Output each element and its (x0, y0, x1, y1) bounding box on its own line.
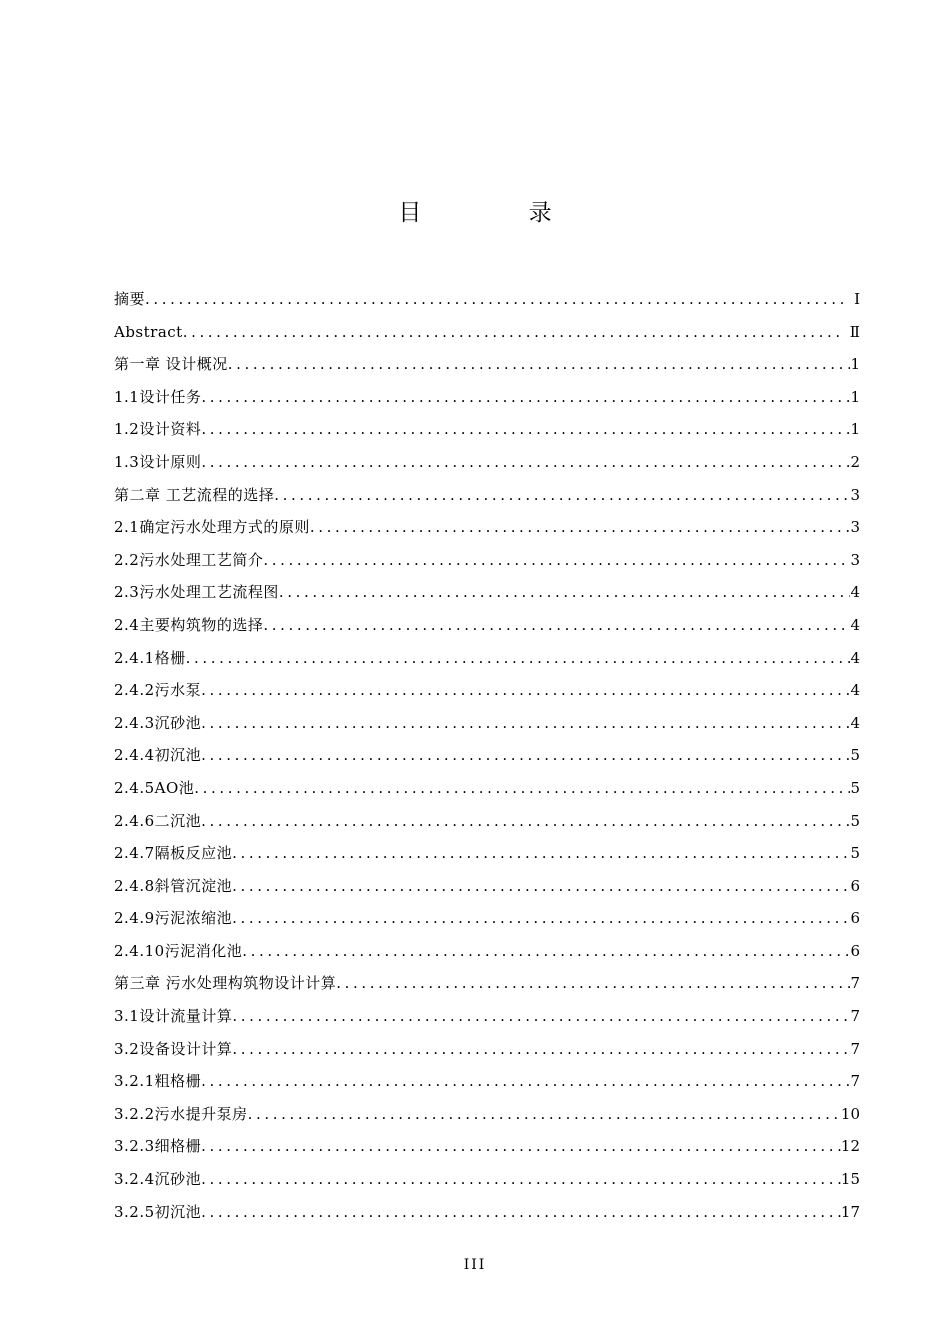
toc-leader-dots (183, 316, 844, 349)
toc-leader-dots (232, 870, 850, 903)
toc-entry[interactable] (114, 1065, 860, 1098)
toc-leader-dots (263, 544, 850, 577)
toc-entry[interactable] (114, 479, 860, 512)
toc-entry-page: 6 (850, 876, 860, 895)
toc-entry-page: 5 (850, 811, 860, 830)
toc-entry-page: 3 (850, 485, 860, 504)
toc-entry-page: 6 (850, 909, 860, 928)
toc-entry-page: 4 (850, 648, 860, 667)
toc-entry-page: 15 (840, 1170, 860, 1189)
toc-entry-page: 17 (840, 1202, 860, 1221)
toc-entry-page: 2 (850, 452, 860, 471)
toc-entry-label: 1.3设计原则 (114, 452, 202, 471)
toc-entry[interactable] (114, 707, 860, 740)
toc-entry-label: 3.2.5初沉池 (114, 1202, 202, 1221)
toc-entry-page: 5 (850, 844, 860, 863)
toc-entry[interactable] (114, 446, 860, 479)
toc-entry[interactable] (114, 348, 860, 381)
toc-leader-dots (279, 576, 850, 609)
toc-leader-dots (336, 967, 850, 1000)
toc-entry-label: 2.3污水处理工艺流程图 (114, 583, 279, 602)
toc-entry-label: 2.4.9污泥浓缩池 (114, 909, 233, 928)
toc-leader-dots (310, 511, 850, 544)
toc-entry-page: 5 (850, 746, 860, 765)
toc-entry[interactable] (114, 413, 860, 446)
toc-entry-label: 2.4.7隔板反应池 (114, 844, 233, 863)
toc-leader-dots (248, 1098, 841, 1131)
toc-entry-page: Ⅰ (854, 290, 860, 308)
toc-entry[interactable] (114, 674, 860, 707)
toc-entry-page: 6 (850, 941, 860, 960)
toc-leader-dots (194, 772, 850, 805)
toc-entry-label: 3.1设计流量计算 (114, 1007, 233, 1026)
toc-entry[interactable] (114, 381, 860, 414)
toc-entry-label: 2.4.5AO池 (114, 778, 195, 797)
toc-entry-page: 1 (850, 420, 860, 439)
toc-entry-label: 第一章 设计概况 (114, 355, 228, 374)
toc-entry[interactable] (114, 1033, 860, 1066)
toc-entry-label: 第三章 污水处理构筑物设计计算 (114, 974, 337, 993)
toc-entry[interactable] (114, 1130, 860, 1163)
toc-entry[interactable] (114, 1000, 860, 1033)
toc-entry[interactable] (114, 870, 860, 903)
toc-entry-page: 3 (850, 518, 860, 537)
toc-leader-dots (201, 1130, 841, 1163)
toc-entry-page: 1 (850, 355, 860, 374)
toc-entry-label: 2.4.4初沉池 (114, 746, 202, 765)
toc-entry[interactable] (114, 967, 860, 1000)
toc-leader-dots (201, 446, 850, 479)
toc-entry-page: 4 (850, 681, 860, 700)
toc-entry-page: 5 (850, 778, 860, 797)
toc-leader-dots (201, 805, 850, 838)
table-of-contents (114, 283, 860, 1228)
toc-leader-dots (186, 642, 850, 675)
toc-leader-dots (201, 739, 850, 772)
toc-entry[interactable] (114, 609, 860, 642)
toc-entry[interactable] (114, 837, 860, 870)
toc-entry-label: 3.2.2污水提升泵房 (114, 1104, 248, 1123)
toc-entry-label: 3.2.3细格栅 (114, 1137, 202, 1156)
toc-leader-dots (232, 1000, 850, 1033)
toc-entry[interactable] (114, 283, 860, 316)
toc-leader-dots (201, 1065, 850, 1098)
toc-entry-label: 2.4.6二沉池 (114, 811, 202, 830)
toc-leader-dots (201, 707, 850, 740)
toc-entry-label: 2.4.8斜管沉淀池 (114, 876, 233, 895)
toc-entry-page: 1 (850, 387, 860, 406)
toc-entry[interactable] (114, 316, 860, 349)
toc-entry-page: 4 (850, 583, 860, 602)
toc-leader-dots (263, 609, 850, 642)
toc-leader-dots (232, 837, 850, 870)
toc-entry-page: 7 (850, 974, 860, 993)
toc-entry-page: 3 (850, 550, 860, 569)
toc-entry[interactable] (114, 805, 860, 838)
toc-entry[interactable] (114, 1196, 860, 1229)
toc-entry-label: 2.1确定污水处理方式的原则 (114, 518, 310, 537)
toc-entry-page: 7 (850, 1039, 860, 1058)
toc-entry-label: 1.2设计资料 (114, 420, 202, 439)
toc-entry-page: Ⅱ (849, 322, 860, 341)
toc-leader-dots (228, 348, 850, 381)
toc-leader-dots (201, 1163, 841, 1196)
toc-leader-dots (201, 381, 850, 414)
toc-entry-page: 7 (850, 1072, 860, 1091)
toc-leader-dots (274, 479, 850, 512)
toc-entry[interactable] (114, 544, 860, 577)
toc-entry[interactable] (114, 935, 860, 968)
toc-entry-label: 3.2.1粗格栅 (114, 1072, 202, 1091)
toc-entry-page: 4 (850, 615, 860, 634)
toc-entry[interactable] (114, 1098, 860, 1131)
toc-entry[interactable] (114, 739, 860, 772)
toc-entry-label: Abstract (114, 322, 183, 341)
toc-leader-dots (145, 283, 844, 316)
toc-entry-page: 7 (850, 1007, 860, 1026)
toc-entry[interactable] (114, 902, 860, 935)
toc-leader-dots (201, 1196, 841, 1229)
toc-entry-label: 第二章 工艺流程的选择 (114, 485, 275, 504)
toc-entry-label: 2.4.1格栅 (114, 648, 186, 667)
toc-entry-page: 4 (850, 713, 860, 732)
toc-entry[interactable] (114, 772, 860, 805)
toc-entry-label: 2.4.2污水泵 (114, 681, 202, 700)
toc-leader-dots (201, 413, 850, 446)
toc-entry[interactable] (114, 576, 860, 609)
toc-entry-page: 12 (840, 1137, 860, 1156)
toc-entry[interactable] (114, 642, 860, 675)
toc-entry[interactable] (114, 511, 860, 544)
toc-entry-label: 2.4.3沉砂池 (114, 713, 202, 732)
page-number-footer: III (463, 1257, 487, 1273)
toc-title: 目 录 (398, 200, 602, 226)
toc-leader-dots (232, 902, 850, 935)
toc-entry-page: 10 (840, 1104, 860, 1123)
toc-entry-label: 2.4.10污泥消化池 (114, 941, 243, 960)
toc-entry-label: 2.4主要构筑物的选择 (114, 615, 264, 634)
toc-entry-label: 摘要 (114, 290, 146, 308)
toc-leader-dots (242, 935, 850, 968)
toc-entry[interactable] (114, 1163, 860, 1196)
toc-entry-label: 1.1设计任务 (114, 387, 202, 406)
toc-entry-label: 2.2污水处理工艺简介 (114, 550, 264, 569)
toc-entry-label: 3.2.4沉砂池 (114, 1170, 202, 1189)
toc-leader-dots (232, 1033, 850, 1066)
toc-entry-label: 3.2设备设计计算 (114, 1039, 233, 1058)
toc-leader-dots (201, 674, 850, 707)
